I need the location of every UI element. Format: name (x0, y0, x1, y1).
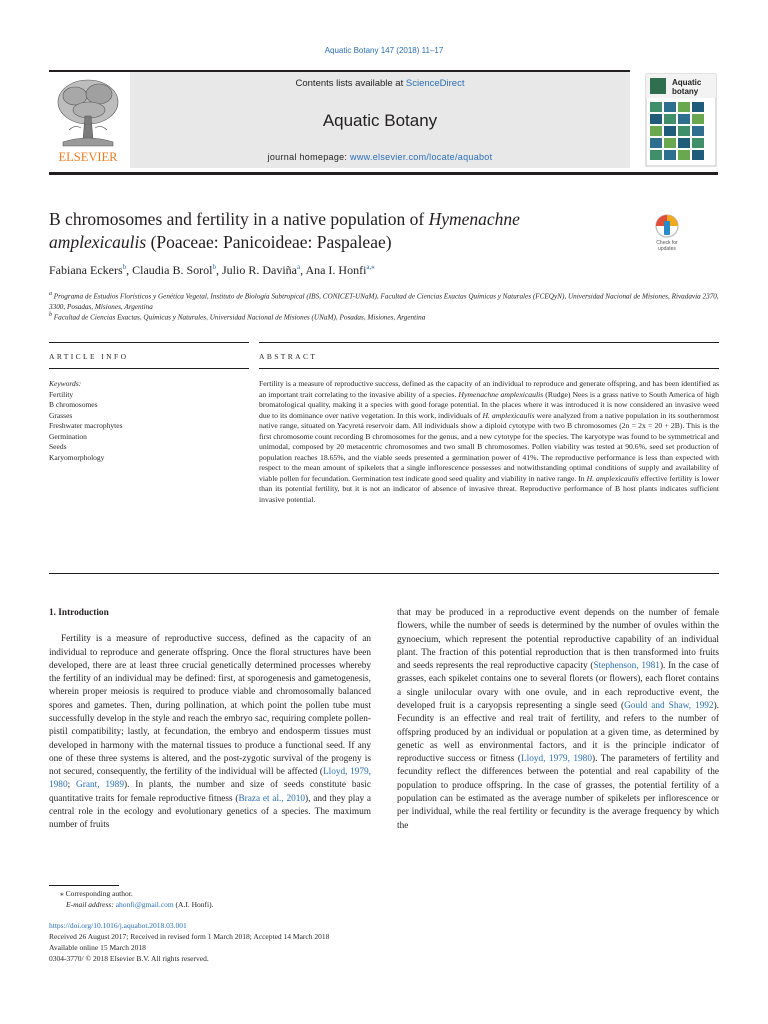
keyword: B chromosomes (49, 400, 98, 409)
doi-link[interactable]: https://doi.org/10.1016/j.aquabot.2018.03.001 (49, 921, 187, 930)
reference-link[interactable]: Gould and Shaw, 1992 (624, 700, 714, 711)
svg-text:ELSEVIER: ELSEVIER (58, 150, 118, 164)
info-rule-top (49, 342, 249, 343)
header-rule-bottom (49, 172, 718, 175)
sciencedirect-link[interactable]: ScienceDirect (405, 78, 465, 89)
abstract-text: Fertility is a measure of reproductive success, defined as the capacity of an individual to reproduce and generate offspring, and has been identified as an important trait correlating to the invasive ability of a species. Hymenachne amplexicaulis (Rudge) Nees is a grass native to South America of high bromatological quality, making it a species with good forage potential. In the places where it was introduced it is now considered an invasive weed due to its dominance over native vegetation. In this work, individuals of H. amplexicaulis were analyzed from a native population in its southernmost native range, situated on Yacyretá reservoir dam. All individuals show a diploid cytotype with two B chromosomes (2n = 2x = 20 + 2B). This is the first chromosome count recording B chromosomes for the genus, and a new cytotype for the species. The karyotype was found to be symmetrical and unimodal, composed by 20 metacentric chromosomes and two small B chromosomes. Pollen viability was tested at 90.6%, seed set production of population reaches 18.65%, and the viable seeds presented a germination power of 41%. The reproductive performance is less than expected with respect to the mean amount of spikelets that a single inflorescence possesses and notwithstanding optimal conditions of supply and availability of viable pollen for fecundation. Germination test indicate good seed quality and viability in native range. In H. amplexicaulis effective fertility is lower than its potential fertility, but it is not an indicator of absence of invasive threat. Reproductive performance of B host plants indicates sufficient invasive potential. (259, 379, 720, 505)
affiliation-b: $^b$ Facultad de Ciencias Exactas, Químicas y Naturales, Universidad Nacional de Misiones (UNaM), Posadas, Misiones, Argentina (49, 312, 426, 322)
author[interactable]: Julio R. Daviña$^a$ (221, 263, 301, 277)
reference-link[interactable]: Braza et al., 2010 (238, 793, 306, 804)
reference-link[interactable]: Grant, 1989 (76, 780, 124, 791)
corresponding-author-note: ⁎ Corresponding author. (60, 889, 133, 898)
svg-text:botany: botany (672, 87, 699, 96)
article-info-heading: ARTICLE INFO (49, 352, 129, 361)
abstract-rule-mid (259, 368, 719, 369)
abstract-heading: ABSTRACT (259, 352, 318, 361)
paragraph: Fertility is a measure of reproductive success, defined as the capacity of an individual to reproduce and generate offspring. Once the floral structures have been developed, there are at least three crucial genetically determined processes whereby the fertility of an individual may be defined: first, at sporogenesis and gametogenesis, wherein proper meiosis is required to produce viable and chromosomally balanced spores and gametes. Then, during pollination, at which point the pollen tube must successfully develop in the style and reach the embryo sac, requiring complete pollen-pistil compatibility; lastly, at fecundation, the embryo and endosperm tissues must developed in harmony with the maternal tissues to produce a functional seed. If any one of these three systems is altered, and the post-zygotic survival of the progeny is not secured, consequently, the fertility of the individual will be affected (Lloyd, 1979, 1980; Grant, 1989). In plants, the number and size of seeds constitute basic quantitative traits for female reproductive fitness (Braza et al., 2010), and they play a central role in the ecology and evolutionary genetics of a species. The maximum number of fruits (49, 634, 372, 831)
elsevier-logo (49, 72, 127, 168)
reference-link[interactable]: Stephenson, 1981 (593, 661, 660, 672)
author-list: Fabiana Eckers$^b$, Claudia B. Sorol$^b$, Julio R. Daviña$^a$, Ana I. Honfi$^{a,⁎}$ (49, 263, 375, 277)
journal-cover-icon (636, 72, 718, 168)
journal-citation[interactable]: Aquatic Botany 147 (2018) 11–17 (324, 46, 444, 55)
copyright: 0304-3770/ © 2018 Elsevier B.V. All rights reserved. (49, 954, 209, 963)
check-for-updates-button[interactable] (650, 212, 684, 252)
journal-cover (636, 72, 718, 168)
abstract-rule-bottom (49, 573, 719, 574)
email-link[interactable]: ahonfi@gmail.com (115, 900, 174, 909)
svg-text:Check for: Check for (656, 240, 678, 246)
svg-text:Aquatic: Aquatic (672, 78, 702, 87)
keyword: Fertility (49, 389, 74, 399)
abstract-rule-top (259, 342, 719, 343)
keyword: Seeds (49, 442, 67, 451)
keywords-list: Keywords: Fertility B chromosomes Grasses Freshwater macrophytes Germination Seeds Karyomorphology (49, 379, 249, 463)
author[interactable]: Claudia B. Sorol$^b$ (132, 263, 216, 277)
crossmark-icon (650, 212, 684, 252)
keyword: Freshwater macrophytes (49, 421, 123, 430)
keyword: Karyomorphology (49, 452, 105, 462)
contents-line: Contents lists available at ScienceDirect (295, 78, 465, 89)
body-column-right (397, 607, 719, 833)
received-dates: Received 26 August 2017; Received in revised form 1 March 2018; Accepted 14 March 2018 (49, 932, 330, 941)
journal-title: Aquatic Botany (322, 111, 438, 130)
keyword: Germination (49, 431, 87, 441)
doi-line (49, 921, 449, 932)
section-heading: 1. Introduction (49, 608, 109, 618)
author[interactable]: Ana I. Honfi$^{a,⁎}$ (305, 263, 375, 277)
affiliation-a: $^a$ Programa de Estudios Florísticos y Genética Vegetal, Instituto de Biología Subtropical (IBS, CONICET-UNaM), Facultad de Ciencias Exactas Químicas y Naturales (FCEQyN), Universidad Nacional de Misiones, Rivadavia 2370, 3300, Posadas, Misiones, Argentina (49, 291, 719, 311)
reference-link[interactable]: Lloyd, 1979, 1980 (520, 754, 592, 765)
svg-text:updates: updates (658, 246, 676, 252)
body-column-left (49, 607, 371, 833)
author[interactable]: Fabiana Eckers$^b$ (49, 263, 127, 277)
keyword: Grasses (49, 410, 73, 420)
reference-link[interactable]: Lloyd, 1979, 1980 (49, 767, 371, 791)
homepage-line: journal homepage: www.elsevier.com/locate/aquabot (267, 152, 493, 162)
email-note: E-mail address: ahonfi@gmail.com (A.I. Honfi). (66, 900, 214, 909)
elsevier-tree-icon (49, 72, 127, 168)
online-date: Available online 15 March 2018 (49, 943, 146, 952)
homepage-link[interactable]: www.elsevier.com/locate/aquabot (350, 152, 493, 162)
footnote-rule (49, 885, 119, 886)
paragraph: that may be produced in a reproductive event depends on the number of female flowers, while the number of seeds is determined by the number of ovules within the gynoecium, which represent the potential reproductive capability of an individual plant. The fraction of this potential reproduction that is then transformed into fruits and seeds represents the real reproductive capacity (Stephenson, 1981). In the case of grasses, each spikelet contains one to several florets (or flowers), each floret contains a single unilocular ovary with one ovule, and in each reproductive event, the developed fruit is a caryopsis representing a single seed (Gould and Shaw, 1992). Fecundity is an effective and real trait of fertility, and refers to the number of offspring produced by an individual or population at a given time, as determined by genetic as well as environmental factors, and it is the principle indicator of reproductive success or fitness (Lloyd, 1979, 1980). The parameters of fertility and fecundity reflect the differences between the potential and real capability of the population to produce offspring. In the case of grasses, the potential fertility of a population can be estimated as the average number of spikelets per inflorescence or per individual, while the real fertility or fecundity is the average frequency by which the (397, 608, 720, 831)
article-title: B chromosomes and fertility in a native population of Hymenachne amplexicaulis (Poaceae: Panicoideae: Paspaleae) (49, 209, 520, 252)
info-rule-mid (49, 368, 249, 369)
